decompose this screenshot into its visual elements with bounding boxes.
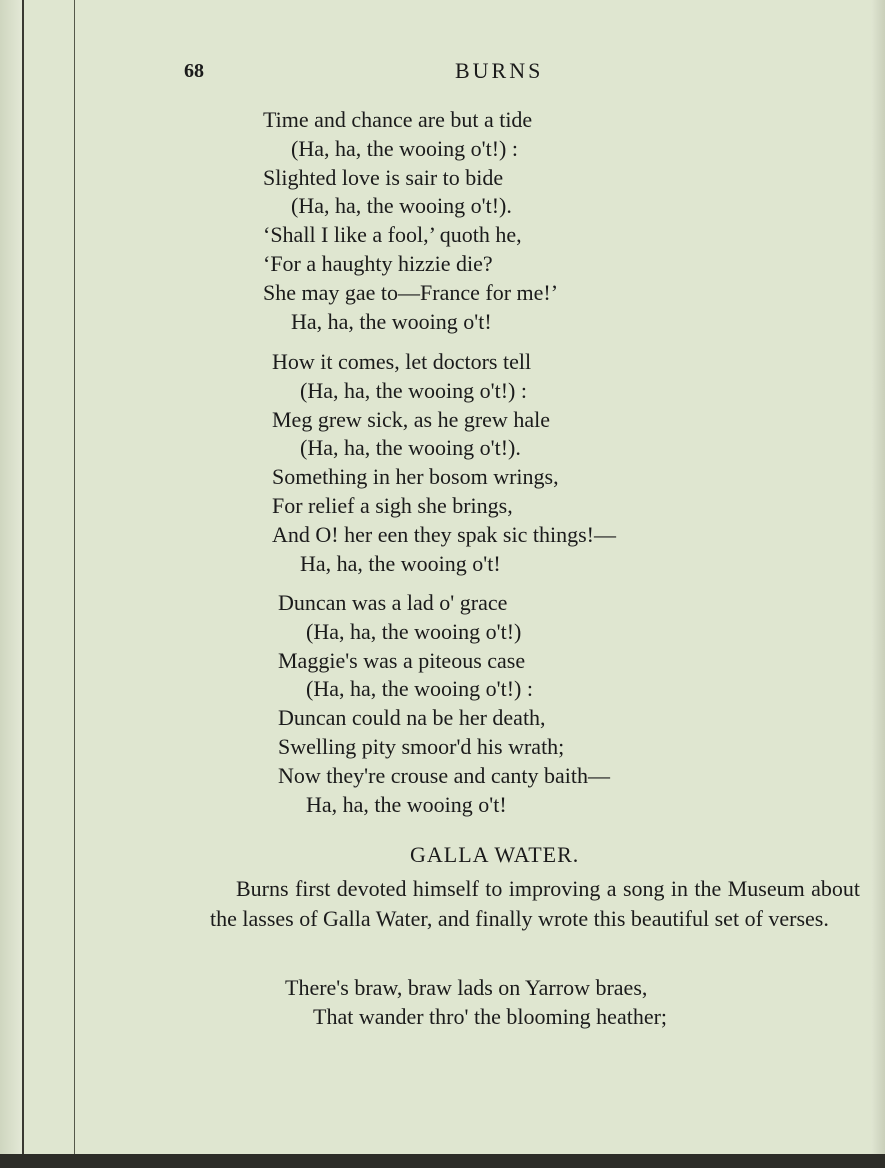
verse-line: Swelling pity smoor'd his wrath; [278, 733, 565, 759]
stanza-1 [263, 106, 558, 336]
verse-line: Ha, ha, the wooing o't! [291, 308, 492, 334]
verse-line: ‘Shall I like a fool,’ quoth he, [263, 222, 522, 248]
stanza-3 [278, 589, 610, 819]
page-number: 68 [184, 60, 204, 82]
verse-line: Duncan was a lad o' grace [278, 590, 508, 615]
verse-line: Time and chance are but a tide [263, 107, 533, 132]
verse-line: Duncan could na be her death, [278, 705, 546, 731]
gutter-line [22, 0, 24, 1168]
verse-line: Maggie's was a piteous case [278, 647, 526, 673]
verse-line: And O! her een they spak sic things!— [272, 521, 616, 547]
verse-line: ‘For a haughty hizzie die? [263, 250, 493, 276]
verse-line: That wander thro' the blooming heather; [313, 1003, 668, 1029]
verse-line: Slighted love is sair to bide [263, 164, 504, 190]
intro-text: Burns first devoted himself to improving a song in the Museum about the lasses of Galla Water, and finally wrote this beautiful set of verses. [210, 876, 860, 931]
verse-line: (Ha, ha, the wooing o't!) : [306, 676, 533, 702]
verse-line: How it comes, let doctors tell [272, 349, 532, 374]
intro-paragraph [210, 874, 860, 934]
verse-line: (Ha, ha, the wooing o't!) : [300, 377, 527, 403]
page-gutter [0, 0, 22, 1168]
verse-line: Ha, ha, the wooing o't! [306, 791, 507, 817]
page-bottom-edge [0, 1154, 885, 1168]
running-head: BURNS [455, 58, 544, 83]
verse-line: Something in her bosom wrings, [272, 464, 559, 490]
section-title: GALLA WATER. [410, 842, 580, 867]
verse-line: Ha, ha, the wooing o't! [300, 550, 501, 576]
verse-line: (Ha, ha, the wooing o't!) [306, 618, 522, 644]
verse-line: (Ha, ha, the wooing o't!) : [291, 135, 518, 161]
verse-line: Now they're crouse and canty baith— [278, 762, 611, 788]
gutter-line [74, 0, 75, 1168]
stanza-2 [272, 348, 616, 578]
verse-line: She may gae to—France for me!’ [263, 279, 559, 305]
verse-line: For relief a sigh she brings, [272, 492, 513, 518]
verse-line: There's braw, braw lads on Yarrow braes, [285, 975, 648, 1000]
page-edge [871, 0, 885, 1168]
galla-water-verse [285, 974, 667, 1032]
verse-line: (Ha, ha, the wooing o't!). [300, 435, 521, 461]
verse-line: Meg grew sick, as he grew hale [272, 406, 550, 432]
verse-line: (Ha, ha, the wooing o't!). [291, 193, 512, 219]
